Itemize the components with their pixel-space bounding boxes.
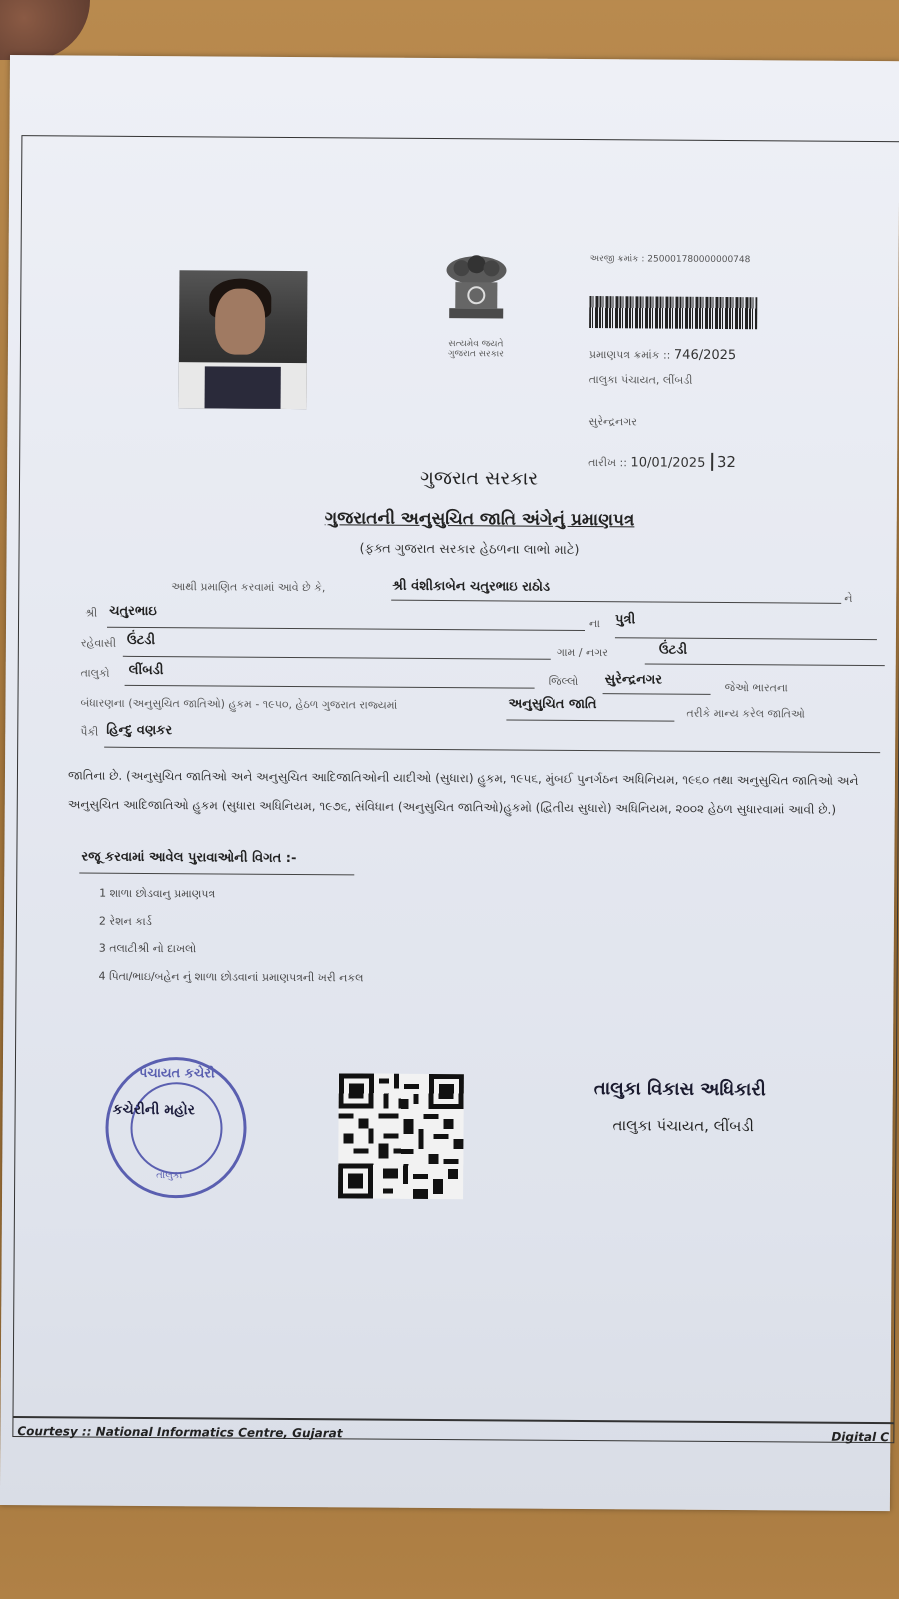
ne-label: ને: [844, 591, 853, 605]
certificate-paper: [0, 55, 899, 1511]
office-seal: પંચાયત કચેરી કચેરીની મહોર તાલુકા: [105, 1057, 247, 1199]
certificate-subtitle: (ફક્ત ગુજરાત સરકાર હેઠળના લાભો માટે): [359, 541, 580, 558]
barcode: [589, 296, 757, 329]
district-label: જિલ્લો: [548, 674, 579, 688]
order-text: બંધારણના (અનુસુચિત જાતિઓ) હુકમ - ૧૯૫૦, હેઠળ ગુજરાત રાજ્યમાં: [80, 696, 398, 712]
caste: હિન્દુ વણકર: [106, 722, 173, 739]
application-number: અરજી ક્રમાંક : 250001780000000748: [589, 254, 751, 266]
certificate-number: પ્રમાણપત્ર ક્રમાંક :: 746/2025: [588, 347, 737, 364]
resident-label: રહેવાસી: [80, 636, 117, 650]
legal-paragraph: જાતિના છે. (અનુસુચિત જાતિઓ અને અનુસુચિત આદિજાતિઓની યાદીઓ (સુધારા) હુકમ, ૧૯૫૬, મુંબઈ પુનર્ગઠન અધિનિયમ, ૧૯૬૦ તથા અનુસુચિત જાતિઓ અને અનુસુચિત આદિજાતિઓ હુકમ (સુધારા અધિનિયમ, ૧૯૭૬, સંવિધાન (અનુસુચિત જાતિઓ)હુકમો (દ્વિતીય સુધારો) અધિનિયમ, ૨૦૦૨ હેઠળ સુધારવામાં આવી છે.): [67, 768, 859, 817]
relation: પુત્રી: [615, 612, 636, 628]
signatory-title: તાલુકા વિકાસ અધિકારી: [593, 1078, 766, 1101]
category: અનુસુચિત જાતિ: [508, 696, 597, 713]
na-label: ના: [588, 617, 600, 631]
footer-courtesy: Courtesy :: National Informatics Centre, Gujarat: [17, 1424, 343, 1441]
govt-title: ગુજરાત સરકાર: [419, 466, 539, 490]
certificate-date: તારીખ :: 10/01/2025 32: [588, 452, 737, 472]
father-name: ચતુરભાઇ: [109, 603, 157, 620]
applicant-photo: [179, 270, 308, 409]
document-item: 4 પિતા/ભાઇ/બહેન નું શાળા છોડવાનાં પ્રમાણપત્રની ખરી નકલ: [98, 969, 364, 985]
national-emblem-icon: [441, 254, 512, 334]
certificate-title: ગુજરાતની અનુસુચિત જાતિ અંગેનું પ્રમાણપત્ર: [324, 508, 635, 531]
resident: ઉંટડી: [126, 632, 156, 649]
document-item: 3 તલાટીશ્રી નો દાખલો: [98, 941, 197, 956]
applicant-name: શ્રી વંશીકાબેન ચતુરભાઇ રાઠોડ: [392, 578, 551, 595]
documents-heading: રજૂ કરવામાં આવેલ પુરાવાઓની વિગત :-: [81, 849, 297, 867]
india-label: જેઓ ભારતના: [724, 681, 788, 695]
footer-right-text: Digital C: [831, 1429, 890, 1445]
shri-label: શ્રી: [85, 606, 98, 620]
seal-overlay: કચેરીની મહોર: [112, 1101, 195, 1119]
signatory-office: તાલુકા પંચાયત, લીંબડી: [612, 1116, 754, 1136]
intro-label: આથી પ્રમાણિત કરવામાં આવે છે કે,: [171, 580, 326, 595]
qr-code: [338, 1073, 464, 1199]
caste-prefix: પૈકી: [80, 725, 99, 739]
cloth-corner: [0, 0, 90, 60]
taluka: લીંબડી: [128, 662, 164, 679]
village: ઉંટડી: [658, 642, 688, 658]
handwritten-mark: 32: [711, 453, 736, 471]
emblem-caption: સત્યમેવ જયતે ગુજરાત સરકાર: [447, 339, 504, 360]
recognized-label: તરીકે માન્ય કરેલ જાતિઓ: [686, 706, 805, 721]
taluka-label: તાલુકો: [80, 666, 110, 680]
village-label: ગામ / નગર: [556, 645, 608, 660]
issuing-district: સુરેન્દ્રનગર: [588, 415, 638, 429]
issuing-office: તાલુકા પંચાયત, લીંબડી: [588, 373, 693, 387]
certificate-frame: [12, 135, 899, 1443]
document-item: 2 રેશન કાર્ડ: [98, 914, 152, 929]
footer-divider: [13, 1416, 893, 1424]
district: સુરેન્દ્રનગર: [604, 672, 663, 688]
document-item: 1 શાળા છોડવાનુ પ્રમાણપત્ર: [99, 886, 216, 901]
